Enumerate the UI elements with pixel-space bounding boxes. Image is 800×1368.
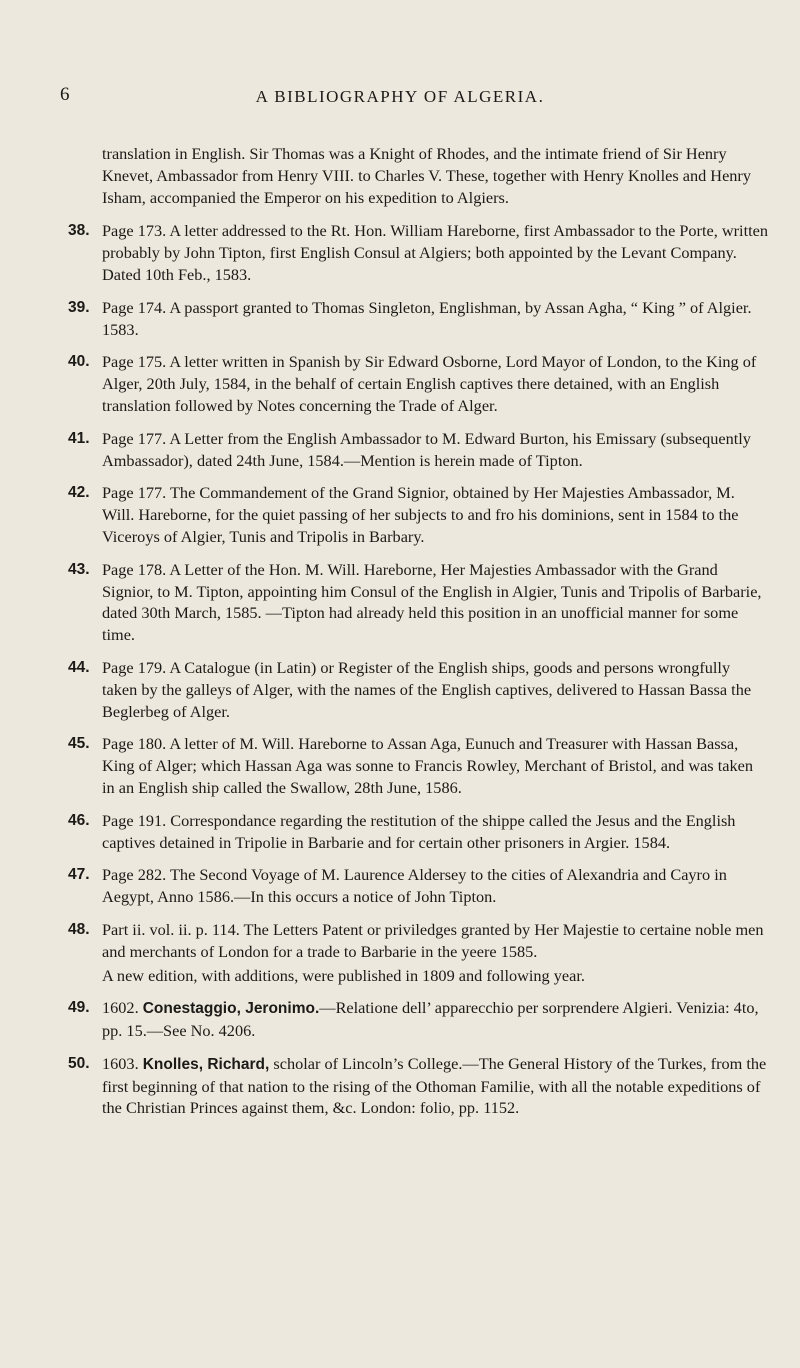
entry-text: Page 173. A letter addressed to the Rt. Hon. William Hareborne, first Ambassador to the Porte, written probably by John Tipton, first English Consul at Algiers; both appointed by the Levant Company. Dated 10th Feb., 1583. — [102, 221, 768, 284]
entry-text: Page 177. A Letter from the English Ambassador to M. Edward Burton, his Emissary (subsequently Ambassador), dated 24th June, 1584.—Mention is herein made of Tipton. — [102, 428, 751, 470]
entry-number: 42. — [68, 484, 90, 502]
entry-year: 1603. — [102, 1053, 139, 1073]
entry-text: Part ii. vol. ii. p. 114. The Letters Patent or priviledges granted by Her Majestie to certaine noble men and merchants of London for a trade to Barbarie in the yeere 1585. — [102, 919, 764, 961]
entry-text: Page 178. A Letter of the Hon. M. Will. Hareborne, Her Majesties Ambassador with the Grand Signior, to M. Tipton, appointing him Consul of the English in Algier, Tunis and Tripolis of Barbarie, dated 30th March, 1585. —Tipton had already held this position in an unofficial manner for some time. — [102, 559, 762, 645]
list-item — [68, 428, 768, 472]
entry-text: —Relatione dell’ apparecchio per sorprendere Algieri. Venizia: 4to, pp. 15.—See No. 4206. — [102, 998, 759, 1041]
entry-text: Page 191. Correspondance regarding the restitution of the shippe called the Jesus and the English captives detained in Tripolie in Barbarie and for certain other prisoners in Argier. 1584. — [102, 810, 736, 852]
entry-number: 50. — [68, 1054, 90, 1072]
entry-author: Knolles, Richard, — [142, 1055, 270, 1073]
body-text — [68, 143, 768, 1130]
list-item — [68, 919, 768, 986]
list-item — [68, 1053, 768, 1119]
list-item — [68, 559, 768, 646]
list-item — [68, 733, 768, 798]
list-item — [68, 220, 768, 285]
entry-number: 49. — [68, 999, 90, 1017]
entry-number: 38. — [68, 222, 90, 240]
entry-text: Page 177. The Commandement of the Grand Signior, obtained by Her Majesties Ambassador, M. Will. Hareborne, for the quiet passing of her subjects to and fro his dominions, sent in 1584 to the Viceroys of Algier, Tunis and Tripolis in Barbary. — [102, 483, 739, 546]
entry-number: 47. — [68, 866, 90, 884]
entry-text: Page 180. A letter of M. Will. Hareborne to Assan Aga, Eunuch and Treasurer with Hassan Bassa, King of Alger; which Hassan Aga was sonne to Francis Rowley, Merchant of Bristol, and was taken in an English ship called the Swallow, 28th June, 1586. — [102, 734, 753, 797]
entry-number: 44. — [68, 658, 90, 676]
list-item — [68, 657, 768, 722]
list-item — [68, 297, 768, 341]
page-number: 6 — [60, 84, 70, 105]
list-item — [68, 810, 768, 854]
entry-text: Page 174. A passport granted to Thomas Singleton, Englishman, by Assan Agha, “ King ” of Algier. 1583. — [102, 297, 752, 339]
entry-author: Conestaggio, Jeronimo. — [142, 1000, 320, 1018]
entries-list — [68, 220, 768, 986]
entry-number: 48. — [68, 920, 90, 938]
entry-number: 40. — [68, 353, 90, 371]
entry-text: scholar of Lincoln’s College.—The General History of the Turkes, from the first beginning of that nation to the rising of the Othoman Familie, with all the notable expeditions of the Christian Princes against them, &c. London: folio, pp. 1152. — [102, 1053, 767, 1118]
entry-year: 1602. — [102, 998, 139, 1018]
authored-entries-list — [68, 997, 768, 1119]
entry-number: 41. — [68, 429, 90, 447]
list-item — [68, 997, 768, 1042]
entry-number: 43. — [68, 560, 90, 578]
entry-number: 46. — [68, 811, 90, 829]
list-item — [68, 482, 768, 547]
entry-number: 45. — [68, 735, 90, 753]
entry-number: 39. — [68, 298, 90, 316]
running-title: A BIBLIOGRAPHY OF ALGERIA. — [255, 87, 545, 106]
list-item — [68, 864, 768, 908]
entry-text: Page 179. A Catalogue (in Latin) or Register of the English ships, goods and persons wrongfully taken by the galleys of Alger, with the names of the English captives, delivered to Hassan Bassa the Beglerbeg of Alger. — [102, 657, 752, 721]
entry-text: Page 175. A letter written in Spanish by Sir Edward Osborne, Lord Mayor of London, to the King of Alger, 20th July, 1584, in the behalf of certain English captives there detained, with an English translation followed by Notes concerning the Trade of Alger. — [102, 352, 757, 415]
continuation-paragraph: translation in English. Sir Thomas was a Knight of Rhodes, and the intimate friend of Sir Henry Knevet, Ambassador from Henry VIII. to Charles V. These, together with Henry Knolles and Henry Isham, accompanied the Emperor on his expedition to Algiers. — [102, 144, 751, 207]
entry-extra-note: A new edition, with additions, were published in 1809 and following year. — [102, 965, 585, 985]
list-item — [68, 351, 768, 416]
entry-text: Page 282. The Second Voyage of M. Laurence Aldersey to the cities of Alexandria and Cayro in Aegypt, Anno 1586.—In this occurs a notice of John Tipton. — [102, 865, 727, 907]
